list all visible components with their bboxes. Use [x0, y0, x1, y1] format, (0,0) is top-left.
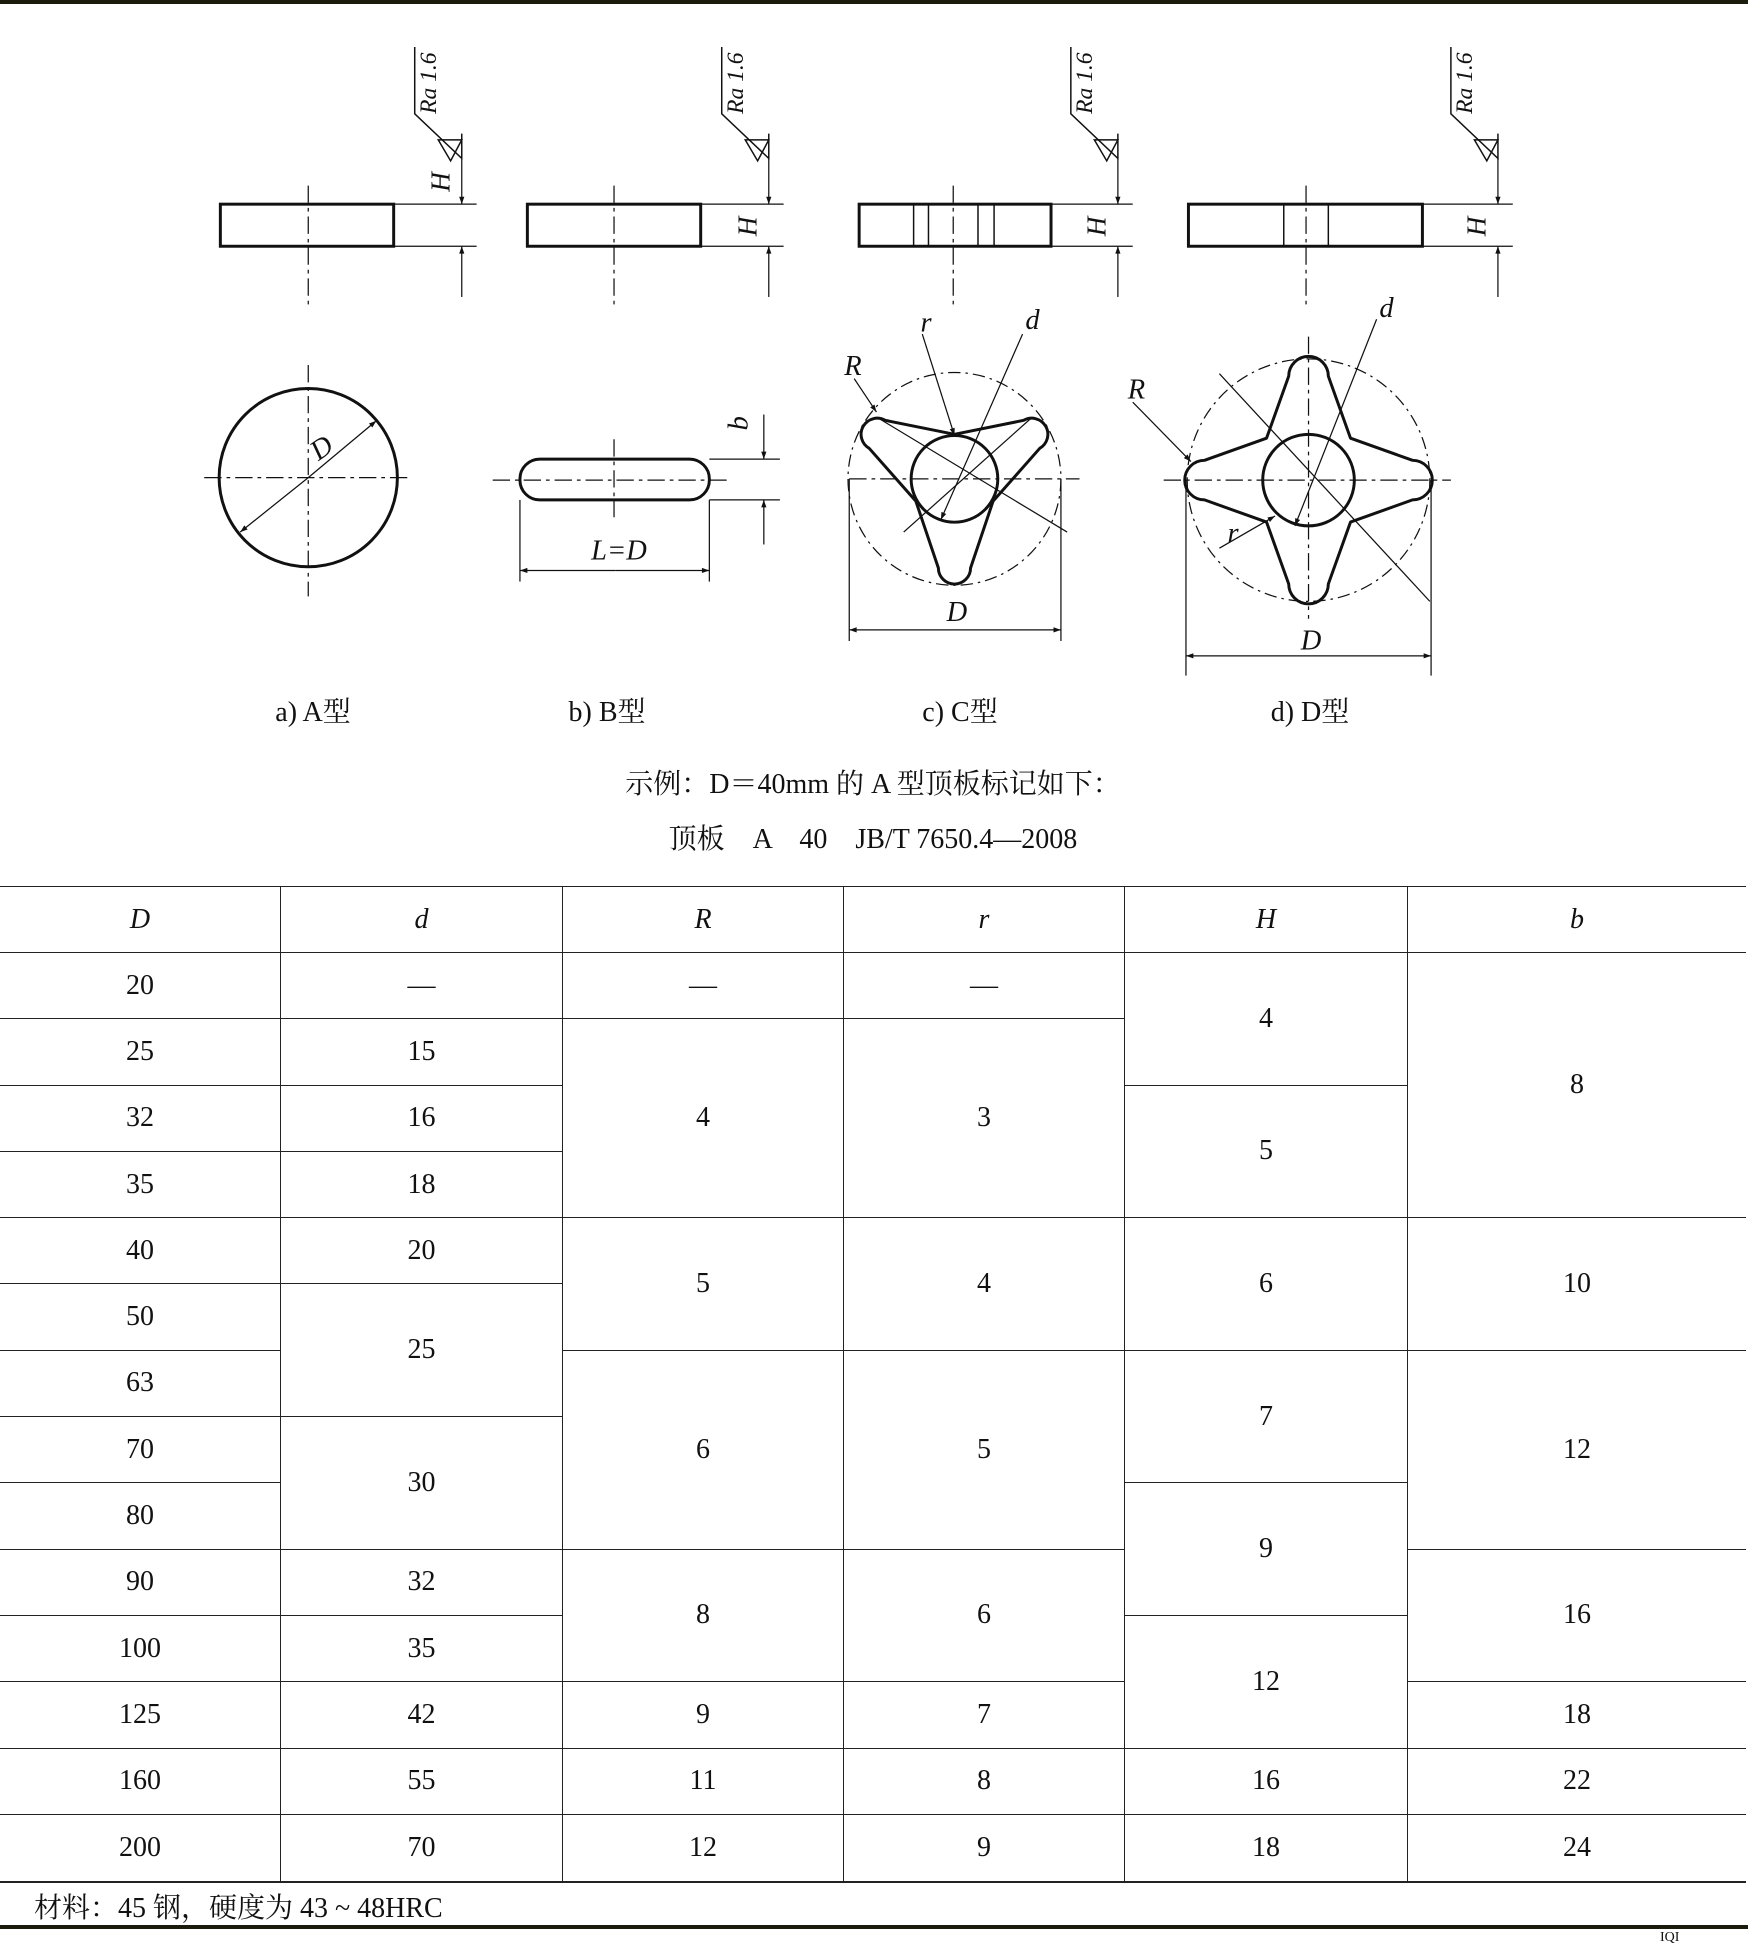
leader-d: [941, 334, 1023, 520]
caption-d: d) D型: [1270, 697, 1350, 728]
roughness-triangle: [745, 140, 769, 161]
leader-R: [854, 379, 876, 412]
caption-c: c) C型: [922, 697, 998, 728]
label-b: b: [723, 416, 755, 431]
roughness-triangle: [1474, 140, 1498, 161]
table-cell: 9: [844, 1815, 1125, 1881]
header-D: D: [0, 887, 281, 953]
table-cell: 18: [1408, 1682, 1746, 1748]
table-cell: 8: [1408, 953, 1746, 1218]
table-cell: 32: [281, 1550, 563, 1616]
table-cell: 6: [1125, 1218, 1408, 1351]
table-cell: 12: [563, 1815, 844, 1881]
table-cell: 16: [1125, 1749, 1408, 1815]
table-cell: 6: [563, 1351, 844, 1550]
table-cell: 16: [281, 1086, 563, 1152]
roughness-triangle: [438, 140, 462, 161]
table-cell: 25: [281, 1284, 563, 1417]
table-cell: 15: [281, 1019, 563, 1085]
table-cell: 125: [0, 1682, 281, 1748]
table-cell: 11: [563, 1749, 844, 1815]
height-label: H: [425, 172, 456, 192]
label-R: R: [844, 350, 862, 382]
table-cell: 18: [281, 1152, 563, 1218]
roughness-triangle: [1094, 140, 1118, 161]
table-cell: 18: [1125, 1815, 1408, 1881]
table-cell: 24: [1563, 1832, 1591, 1863]
table-cell: 9: [1125, 1483, 1408, 1616]
bottom-rule: [0, 1925, 1748, 1929]
table-cell: —: [563, 953, 844, 1019]
label-d: d: [1379, 292, 1394, 324]
height-label: H: [732, 216, 763, 237]
label-D: D: [1300, 625, 1322, 657]
label-r: r: [920, 307, 932, 339]
page-mark: IQI: [1660, 1930, 1680, 1945]
example-line-1: 示例：D＝40mm 的 A 型顶板标记如下：: [625, 769, 1121, 800]
table-cell: 35: [281, 1616, 563, 1682]
diameter-arrow: [240, 478, 308, 532]
table-cell: 30: [281, 1417, 563, 1550]
roughness-label: Ra 1.6: [1451, 52, 1478, 114]
header-H: H: [1125, 887, 1408, 953]
table-cell: 160: [0, 1749, 281, 1815]
header-b: b: [1408, 887, 1746, 953]
table-cell: 35: [0, 1152, 281, 1218]
technical-drawing: [0, 0, 1748, 860]
label-d: d: [1025, 305, 1040, 337]
table-cell: 50: [0, 1284, 281, 1350]
centerline: [1219, 374, 1429, 602]
height-label: H: [1081, 216, 1112, 237]
table-cell: 12: [1125, 1616, 1408, 1749]
height-label: H: [1461, 216, 1492, 237]
header-R: R: [563, 887, 844, 953]
label-D: D: [304, 429, 340, 467]
table-cell: 40: [0, 1218, 281, 1284]
label-L-D: L=D: [591, 535, 647, 567]
roughness-label: Ra 1.6: [722, 52, 749, 114]
table-cell: 80: [0, 1483, 281, 1549]
table-cell: 7: [844, 1682, 1125, 1748]
table-cell: 16: [1408, 1550, 1746, 1683]
table-cell: 70: [0, 1417, 281, 1483]
caption-a: a) A型: [275, 697, 351, 728]
table-cell: 9: [563, 1682, 844, 1748]
table-cell: 70: [281, 1815, 563, 1881]
three-lobe-outline: [861, 418, 1048, 584]
table-cell: 4: [844, 1218, 1125, 1351]
header-d: d: [281, 887, 563, 953]
table-cell: 55: [281, 1749, 563, 1815]
label-r: r: [1227, 517, 1239, 549]
table-cell: 3: [844, 1019, 1125, 1218]
table-cell: 8: [563, 1550, 844, 1683]
roughness-label: Ra 1.6: [415, 52, 442, 114]
table-cell: 5: [563, 1218, 844, 1351]
header-r: r: [844, 887, 1125, 953]
table-cell: 25: [0, 1019, 281, 1085]
centerline: [876, 417, 1067, 532]
example-line-2: 顶板 A 40 JB/T 7650.4—2008: [668, 824, 1078, 855]
table-cell: 8: [844, 1749, 1125, 1815]
table-cell: 6: [844, 1550, 1125, 1683]
table-cell: 10: [1408, 1218, 1746, 1351]
table-cell: 32: [0, 1086, 281, 1152]
table-cell: —: [281, 953, 563, 1019]
table-cell: 20: [281, 1218, 563, 1284]
side-view-body: [220, 204, 393, 246]
leader-R: [1133, 402, 1191, 461]
table-cell: 63: [0, 1351, 281, 1417]
table-cell: 12: [1408, 1351, 1746, 1550]
table-cell: 4: [1125, 953, 1408, 1086]
table-cell: 4: [563, 1019, 844, 1218]
table-cell: 7: [1125, 1351, 1408, 1484]
table-cell: 42: [281, 1682, 563, 1748]
table-cell: 5: [1125, 1086, 1408, 1219]
leader-d: [1295, 319, 1377, 526]
table-cell: 100: [0, 1616, 281, 1682]
caption-b: b) B型: [568, 697, 646, 728]
label-D: D: [946, 597, 968, 629]
table-cell: 200: [0, 1815, 281, 1881]
table-cell: —: [844, 953, 1125, 1019]
dimension-table: [0, 886, 1746, 1883]
centerline: [904, 417, 1033, 532]
roughness-label: Ra 1.6: [1071, 52, 1098, 114]
table-cell: 22: [1408, 1749, 1746, 1815]
table-cell: 5: [844, 1351, 1125, 1550]
table-cell: 20: [0, 953, 281, 1019]
material-note: 材料：45 钢，硬度为 43 ~ 48HRC: [34, 1893, 443, 1924]
side-view-body: [859, 204, 1051, 246]
leader-r: [922, 334, 954, 435]
table-cell: 90: [0, 1550, 281, 1616]
hub-circle: [1263, 434, 1355, 526]
label-R: R: [1127, 374, 1146, 406]
